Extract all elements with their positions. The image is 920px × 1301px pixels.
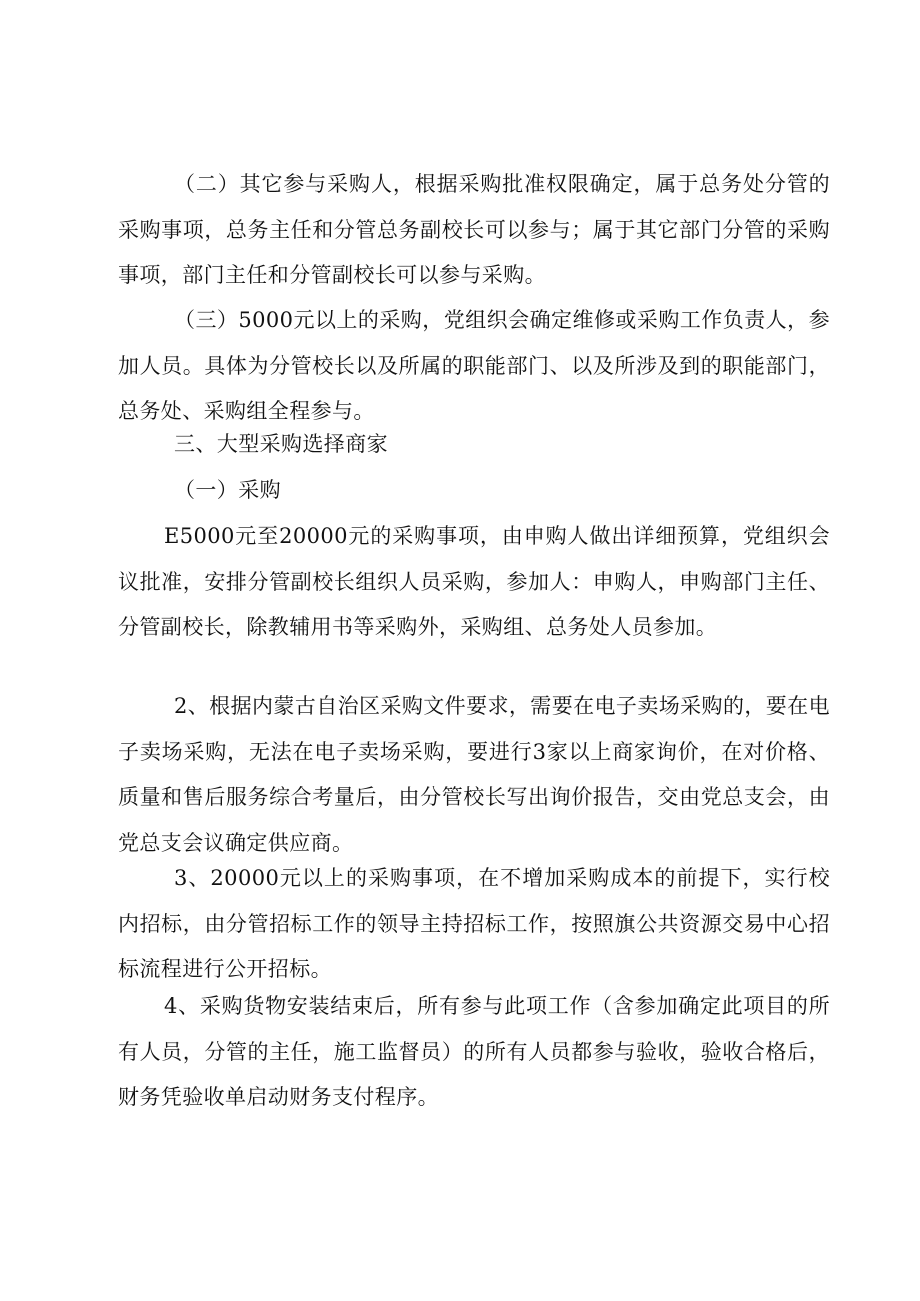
paragraph-item-2: 2、根据内蒙古自治区采购文件要求，需要在电子卖场采购的，要在电子卖场采购，无法在电子卖场采购，要进行3家以上商家询价，在对价格、质量和售后服务综合考量后，由分管校长写出询价报告，交由党总支会，由党总支会议确定供应商。 — [118, 694, 830, 855]
paragraph-item-3: 3、20000元以上的采购事项，在不增加采购成本的前提下，实行校内招标，由分管招标工作的领导主持招标工作，按照旗公共资源交易中心招标流程进行公开招标。 — [118, 866, 830, 981]
section-heading-large-procurement: 三、大型采购选择商家 — [174, 432, 388, 456]
subsection-heading-procurement: （一）采购 — [174, 478, 281, 502]
paragraph-item-1: E5000元至20000元的采购事项，由申购人做出详细预算，党组织会议批准，安排分管副校长组织人员采购，参加人：申购人，申购部门主任、分管副校长，除教辅用书等采购外，采购组、总务处人员参加。 — [118, 524, 830, 639]
paragraph-over-5000: （三）5000元以上的采购，党组织会确定维修或采购工作负责人，参加人员。具体为分管校长以及所属的职能部门、以及所涉及到的职能部门，总务处、采购组全程参与。 — [118, 308, 830, 423]
paragraph-other-participants: （二）其它参与采购人，根据采购批准权限确定，属于总务处分管的采购事项，总务主任和分管总务副校长可以参与；属于其它部门分管的采购事项，部门主任和分管副校长可以参与采购。 — [118, 172, 830, 287]
paragraph-item-4: 4、采购货物安装结束后，所有参与此项工作（含参加确定此项目的所有人员，分管的主任，施工监督员）的所有人员都参与验收，验收合格后，财务凭验收单启动财务支付程序。 — [118, 994, 830, 1109]
